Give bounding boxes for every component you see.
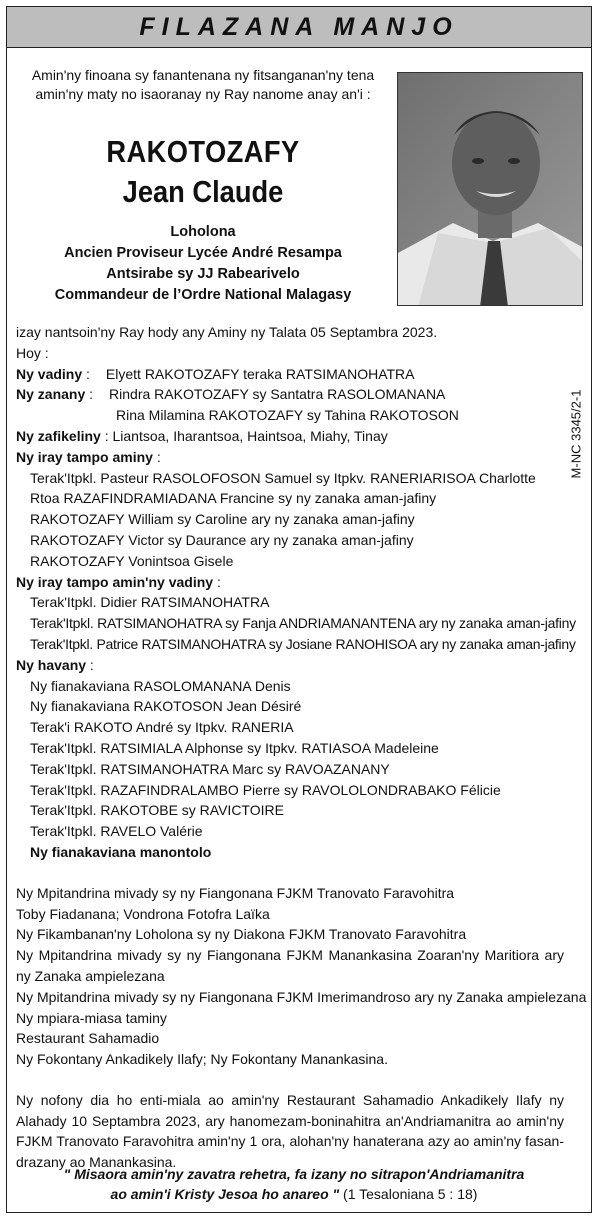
relatives-sep: : <box>86 656 94 673</box>
community-entry: Ny Mpitandrina mivady sy ny Fiangonana FJKM Imerimandroso ary ny Zanaka ampielezana <box>16 988 587 1005</box>
siblings-label: Ny iray tampo aminy <box>16 448 153 465</box>
relative-entry: Ny fianakaviana RASOLOMANANA Denis <box>30 677 291 694</box>
spouse-value: Elyett RAKOTOZAFY teraka RATSIMANOHATRA <box>105 365 415 382</box>
deceased-surname: RAKOTOZAFY <box>106 134 300 169</box>
funeral-paragraph: Ny nofony dia ho enti-miala ao amin'ny Restaurant Sahamadio Ankadikely Ilafy ny Alahady 10 Septambra 2023, ary hanomezam-boninahitra an'Andriamanitra ao amin'ny FJKM Tranovato Faravohitra amin'ny 1 ora, alohan'ny hanaterana azy ao amin'ny fasan-drazany ao Manankasina. <box>16 1091 564 1171</box>
portrait-photo <box>397 72 583 306</box>
sibling-entry: Terak'Itpkl. Pasteur RASOLOFOSON Samuel sy Itpkv. RANERIARISOA Charlotte <box>30 469 536 486</box>
relative-entry: Terak'Itpkl. RAZAFINDRALAMBO Pierre sy RAVOLOLONDRABAKO Félicie <box>30 781 501 798</box>
relative-entry: Terak'Itpkl. RAKOTOBE sy RAVICTOIRE <box>30 802 284 819</box>
community-entry: Ny Mpitandrina mivady sy ny Fiangonana FJKM Tranovato Faravohitra <box>16 884 455 901</box>
spouse-siblings-label: Ny iray tampo amin'ny vadiny <box>16 573 214 590</box>
relative-entry: Terak'Itpkl. RATSIMANOHATRA Marc sy RAVOAZANANY <box>30 760 390 777</box>
child-entry: Rina Milamina RAKOTOZAFY sy Tahina RAKOTOSON <box>116 407 459 424</box>
quote-line-2-wrap <box>16 1184 572 1204</box>
child-entry: Rindra RAKOTOZAFY sy Santatra RASOLOMANANA <box>109 386 446 403</box>
spouse-sibling-entry: Terak'Itpkl. Patrice RATSIMANOHATRA sy Josiane RANOHISOA ary ny zanaka aman-jafiny <box>30 635 576 652</box>
intro-line-1: Amin'ny finoana sy fanantenana ny fitsanganan'ny tena <box>31 67 375 83</box>
header-title: FILAZANA MANJO <box>139 12 459 41</box>
spouse-label: Ny vadiny <box>16 365 83 382</box>
spouse-siblings-sep: : <box>213 573 221 590</box>
siblings-heading <box>16 447 564 468</box>
relative-entry: Terak'Itpkl. RAVELO Valérie <box>30 823 203 840</box>
portrait-illustration <box>398 73 583 306</box>
children-sep: : <box>85 386 94 403</box>
relatives-label: Ny havany <box>16 656 87 673</box>
community-entry: Ny Mpitandrina mivady sy ny Fiangonana FJKM Manankasina Zoaran'ny Maritiora ary ny Zanaka ampielezana <box>16 947 564 984</box>
children-label: Ny zanany <box>16 386 86 403</box>
community-entry: Toby Fiadanana; Vondrona Fotofra Laïka <box>16 905 270 922</box>
relative-entry: Ny fianakaviana RAKOTOSON Jean Désiré <box>30 698 302 715</box>
relatives-heading <box>16 655 564 676</box>
sibling-entry: Rtoa RAZAFINDRAMIADANA Francine sy ny zanaka aman-jafiny <box>30 490 437 507</box>
spouse-sibling-entry: Terak'Itpkl. RATSIMANOHATRA sy Fanja ANDRIAMANANTENA ary ny zanaka aman-jafiny <box>30 615 576 632</box>
sibling-entry: RAKOTOZAFY William sy Caroline ary ny zanaka aman-jafiny <box>30 511 415 528</box>
announcement-line: izay nantsoin'ny Ray hody any Aminy ny Talata 05 Septambra 2023. <box>16 324 438 340</box>
hoy-line: Hoy : <box>16 344 49 361</box>
header-bar <box>7 7 591 48</box>
community-entry: Ny Fikambanan'ny Loholona sy ny Diakona FJKM Tranovato Faravohitra <box>16 926 467 943</box>
title-line: Commandeur de l’Ordre National Malagasy <box>54 287 352 303</box>
spouse-sep: : <box>82 365 90 382</box>
reference-code: M-NC 3345/2-1 <box>568 389 584 479</box>
grandchildren-line <box>16 426 564 447</box>
relative-entry: Terak'i RAKOTO André sy Itpkv. RANERIA <box>30 719 294 736</box>
quote-reference: (1 Tesaloniana 5 : 18) <box>339 1186 478 1202</box>
deceased-given-name: Jean Claude <box>122 174 284 209</box>
bible-quote <box>16 1164 572 1204</box>
grandchildren-value: : Liantsoa, Iharantsoa, Haintsoa, Miahy, Tinay <box>100 427 388 444</box>
relative-entry: Terak'Itpkl. RATSIMIALA Alphonse sy Itpkv. RATIASOA Madeleine <box>30 739 439 756</box>
intro-text <box>18 66 388 104</box>
children-line <box>16 384 564 405</box>
title-line: Loholona <box>170 224 236 240</box>
grandchildren-label: Ny zafikeliny <box>16 427 101 444</box>
community-entry: Ny mpiara-miasa taminy <box>16 1009 167 1026</box>
spouse-line <box>16 364 564 385</box>
sibling-entry: RAKOTOZAFY Victor sy Daurance ary ny zanaka aman-jafiny <box>30 531 414 548</box>
community-entry: Restaurant Sahamadio <box>16 1030 160 1047</box>
community-entry: Ny Fokontany Ankadikely Ilafy; Ny Fokontany Manankasina. <box>16 1051 388 1068</box>
quote-line-2: ao amin'i Kristy Jesoa ho anareo " <box>110 1186 340 1202</box>
spouse-siblings-heading <box>16 572 564 593</box>
quote-line-1: " Misaora amin'ny zavatra rehetra, fa izany no sitrapon'Andriamanitra <box>63 1166 525 1182</box>
intro-line-2: amin'ny maty no isaoranay ny Ray nanome anay an'i : <box>35 86 371 102</box>
spouse-sibling-entry: Terak'Itpkl. Didier RATSIMANOHATRA <box>30 594 270 611</box>
deceased-titles <box>18 222 388 306</box>
siblings-sep: : <box>152 448 161 465</box>
title-line: Antsirabe sy JJ Rabearivelo <box>106 266 300 282</box>
title-line: Ancien Proviseur Lycée André Resampa <box>64 245 342 261</box>
whole-family-line: Ny fianakaviana manontolo <box>30 843 212 860</box>
sibling-entry: RAKOTOZAFY Vonintsoa Gisele <box>30 552 234 569</box>
